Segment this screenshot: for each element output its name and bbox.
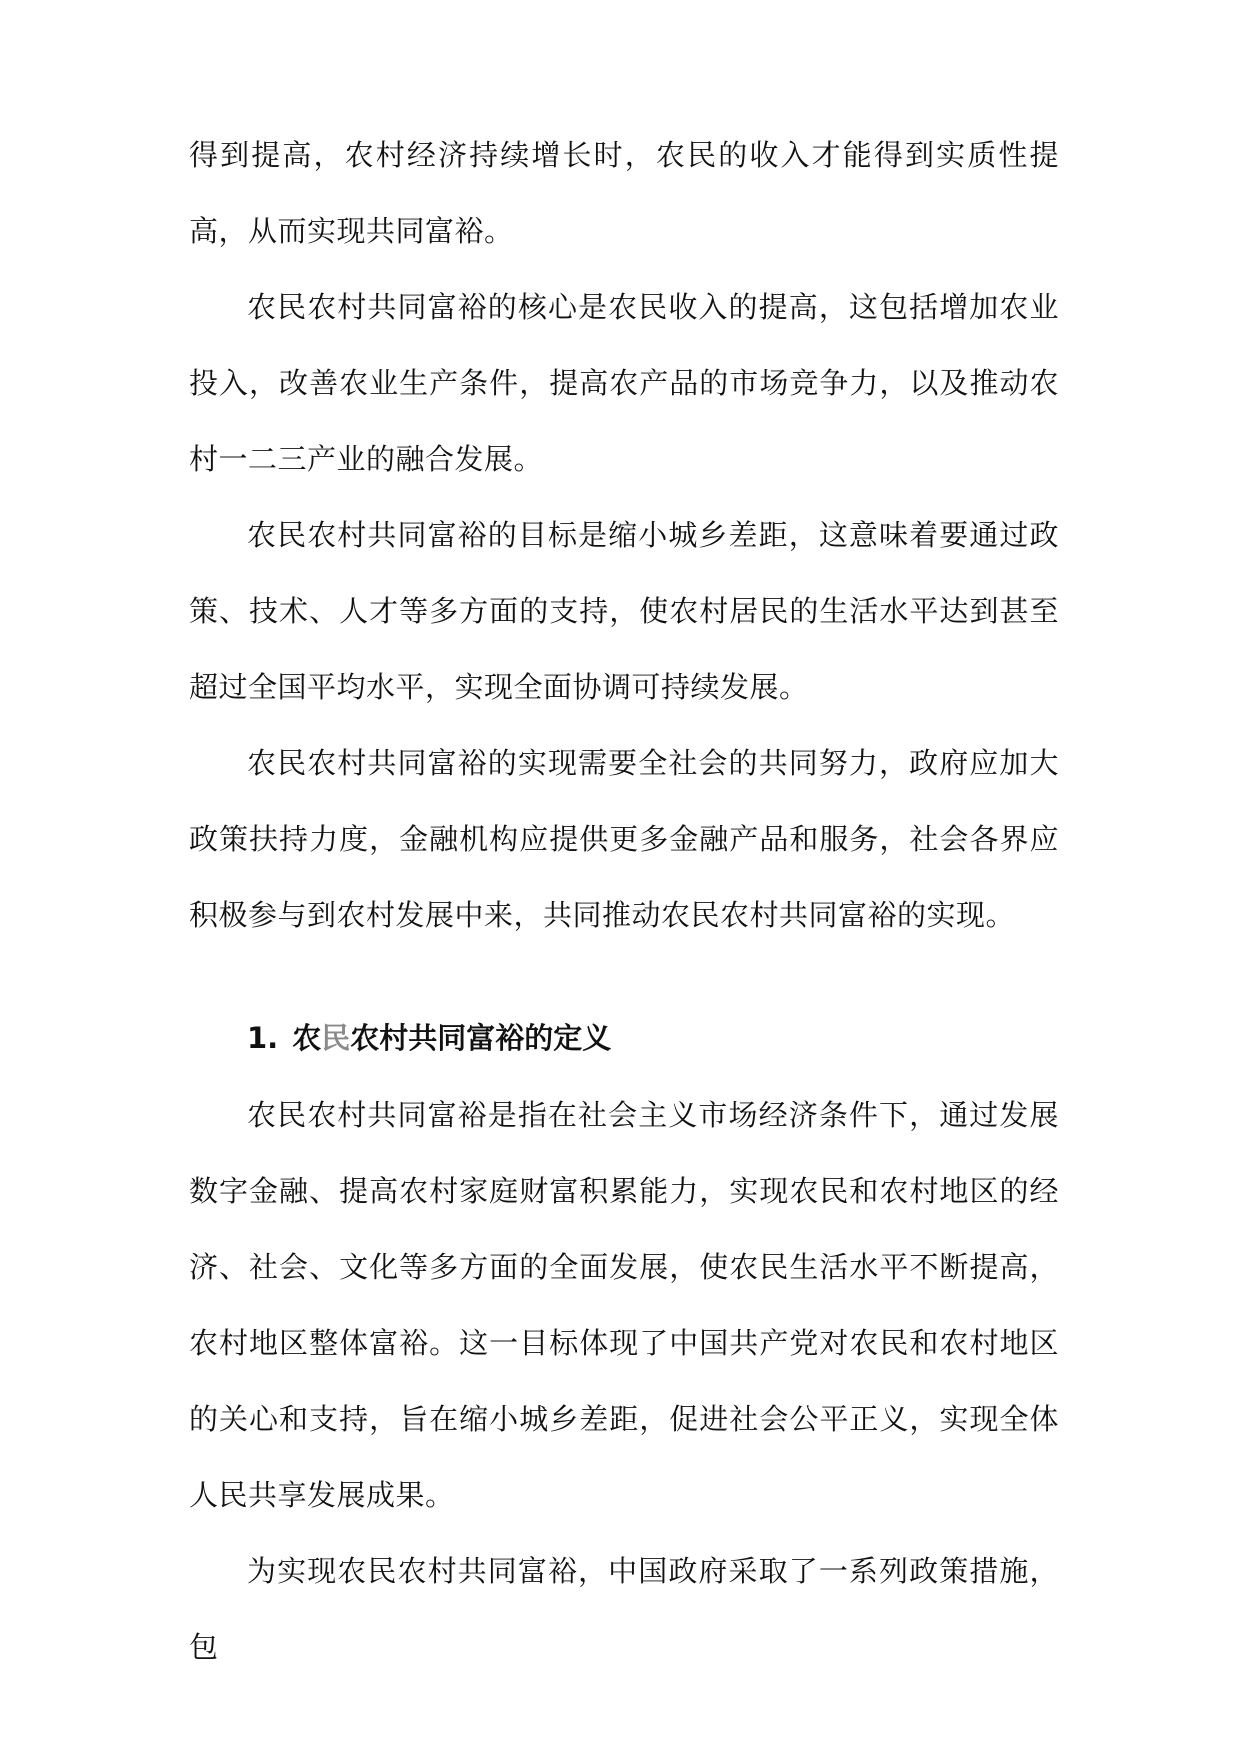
paragraph-6: 为实现农民农村共同富裕，中国政府采取了一系列政策措施，包 — [189, 1554, 1059, 1664]
section-heading — [247, 1000, 611, 1076]
paragraph-3: 农民农村共同富裕的目标是缩小城乡差距，这意味着要通过政策、技术、人才等多方面的支持，使农村居民的生活水平达到甚至超过全国平均水平，实现全面协调可持续发展。 — [189, 518, 1059, 704]
paragraph-4: 农民农村共同富裕的实现需要全社会的共同努力，政府应加大政策扶持力度，金融机构应提供更多金融产品和服务，社会各界应积极参与到农村发展中来，共同推动农民农村共同富裕的实现。 — [189, 746, 1059, 932]
section-title-part-3: 农村共同富裕的定义 — [350, 1021, 612, 1055]
top-paragraphs — [189, 117, 1059, 953]
section-title-part-2: 民 — [321, 1021, 351, 1055]
paragraph-2: 农民农村共同富裕的核心是农民收入的提高，这包括增加农业投入，改善农业生产条件，提高农产品的市场竞争力，以及推动农村一二三产业的融合发展。 — [189, 290, 1059, 476]
section-number: 1. — [247, 1021, 279, 1055]
bottom-paragraphs — [189, 1077, 1059, 1685]
paragraph-1: 得到提高，农村经济持续增长时，农民的收入才能得到实质性提高，从而实现共同富裕。 — [189, 138, 1059, 248]
paragraph-5: 农民农村共同富裕是指在社会主义市场经济条件下，通过发展数字金融、提高农村家庭财富积累能力，实现农民和农村地区的经济、社会、文化等多方面的全面发展，使农民生活水平不断提高，农村地区整体富裕。这一目标体现了中国共产党对农民和农村地区的关心和支持，旨在缩小城乡差距，促进社会公平正义，实现全体人民共享发展成果。 — [189, 1098, 1059, 1512]
section-title-part-1: 农 — [292, 1021, 322, 1055]
